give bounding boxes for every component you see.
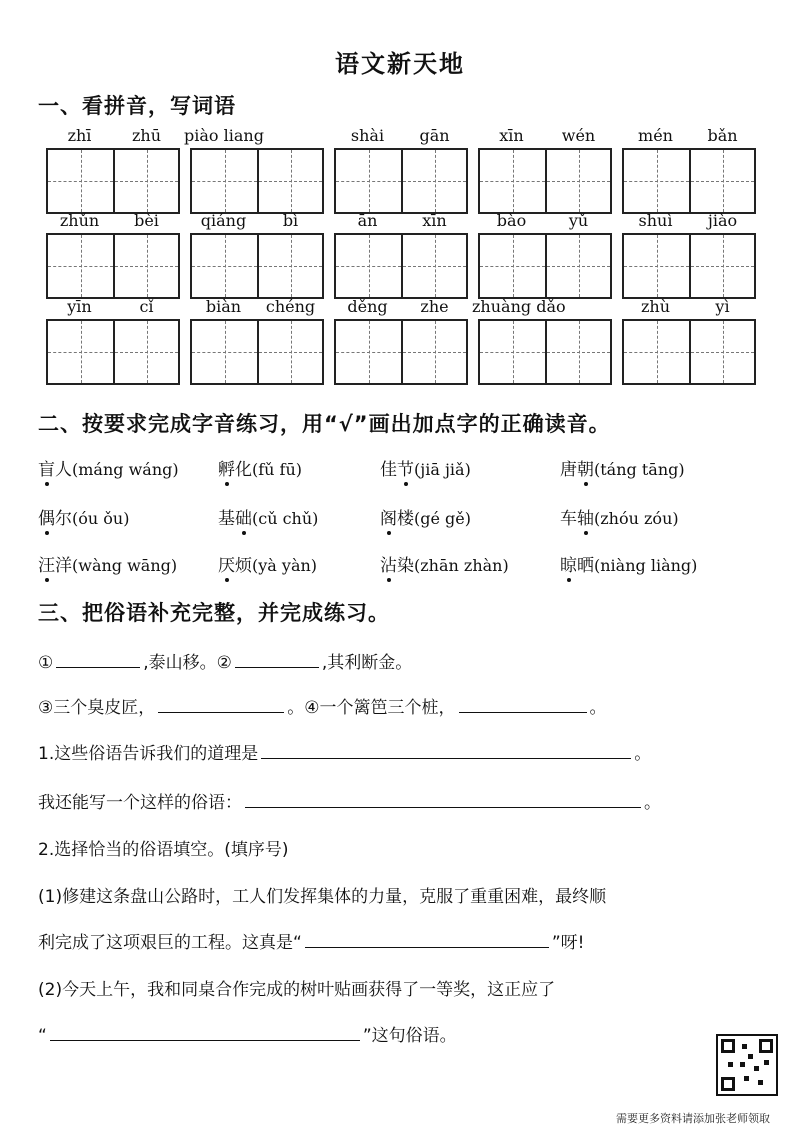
section3-heading: 三、把俗语补充完整，并完成练习。: [38, 601, 390, 625]
tianzige-boxes: [478, 233, 612, 299]
pinyin-options: (táng tāng): [594, 460, 685, 479]
pinyin-syllable: chéng: [265, 297, 316, 316]
pinyin-label: [478, 211, 612, 231]
tianzige-boxes: [478, 319, 612, 385]
section1-heading: 一、看拼音，写词语: [38, 94, 236, 118]
pinyin-syllable: zhù: [640, 297, 671, 316]
writing-box[interactable]: [113, 321, 178, 383]
pinyin-syllable: jiào: [707, 211, 738, 230]
reason-end: 。: [634, 744, 652, 764]
dotted-character: 孵: [218, 455, 235, 480]
pinyin-options: (niàng liàng): [594, 556, 698, 575]
writing-box[interactable]: [192, 235, 257, 297]
more-proverb-blank[interactable]: [245, 789, 641, 808]
tianzige-boxes: [334, 233, 468, 299]
tianzige-boxes: [46, 148, 180, 214]
word-part: 人: [55, 460, 72, 480]
pinyin-label: [622, 211, 756, 231]
pinyin-syllable: bèi: [134, 211, 159, 230]
choice-item[interactable]: [218, 455, 302, 480]
pinyin-text: zhuàng dǎo: [472, 297, 566, 316]
pinyin-syllable: zhū: [131, 126, 162, 145]
page-title: 语文新天地: [335, 50, 465, 78]
q3-end: 。: [287, 698, 305, 718]
tianzige-boxes: [46, 233, 180, 299]
q4-end: 。: [589, 698, 607, 718]
writing-box[interactable]: [401, 321, 466, 383]
writing-box[interactable]: [48, 150, 113, 212]
reason-text: 1.这些俗语告诉我们的道理是: [38, 744, 259, 764]
tianzige-boxes: [334, 319, 468, 385]
writing-box[interactable]: [257, 235, 322, 297]
pinyin-label: [190, 297, 324, 317]
writing-box[interactable]: [689, 321, 754, 383]
q2-1-line-a: (1)修建这条盘山公路时，工人们发挥集体的力量，克服了重重困难，最终顺: [38, 887, 607, 907]
pinyin-syllable: ān: [357, 211, 378, 230]
pinyin-label: [622, 126, 756, 146]
writing-box[interactable]: [689, 150, 754, 212]
pinyin-syllable: zhī: [67, 126, 92, 145]
dotted-character: 朝: [577, 455, 594, 480]
pinyin-syllable: yīn: [67, 297, 92, 316]
writing-box[interactable]: [113, 235, 178, 297]
pinyin-options: (fǔ fū): [252, 460, 303, 479]
writing-box[interactable]: [257, 321, 322, 383]
pinyin-label: [334, 297, 468, 317]
dotted-character: 阁: [380, 504, 397, 529]
dotted-character: 沾: [380, 551, 397, 576]
writing-box[interactable]: [336, 321, 401, 383]
proverb-line-1: [38, 648, 412, 673]
q2-1-line-b: [38, 928, 584, 953]
q2-1-end: ”呀!: [551, 933, 585, 953]
pinyin-syllable: cǐ: [139, 297, 154, 316]
choice-item[interactable]: [218, 551, 317, 576]
writing-box[interactable]: [624, 150, 689, 212]
q1a-blank[interactable]: [56, 649, 140, 668]
dotted-character: 础: [235, 504, 252, 529]
pinyin-syllable: shài: [350, 126, 385, 145]
pinyin-syllable: wén: [561, 126, 596, 145]
pinyin-label: [334, 126, 468, 146]
word-part: 楼: [397, 509, 414, 529]
q2-2-line-b: [38, 1021, 457, 1046]
writing-box[interactable]: [113, 150, 178, 212]
choice-item[interactable]: [560, 551, 697, 576]
pinyin-label: [190, 211, 324, 231]
tianzige-boxes: [190, 148, 324, 214]
q2-2-line-a: (2)今天上午，我和同桌合作完成的树叶贴画获得了一等奖，这正应了: [38, 980, 556, 1000]
pinyin-options: (gé gě): [414, 509, 471, 528]
pinyin-text: piào liang: [184, 126, 264, 145]
pinyin-syllable: zhe: [420, 297, 449, 316]
q1a-number: ①: [38, 653, 54, 673]
word-part: 车: [560, 509, 577, 529]
writing-box[interactable]: [480, 235, 545, 297]
dotted-character: 汪: [38, 551, 55, 576]
proverb-line-2: [38, 693, 607, 718]
pinyin-options: (zhóu zóu): [594, 509, 679, 528]
tianzige-boxes: [622, 233, 756, 299]
q4-blank[interactable]: [459, 694, 587, 713]
writing-box[interactable]: [192, 150, 257, 212]
q1b-blank[interactable]: [235, 649, 319, 668]
writing-box[interactable]: [624, 321, 689, 383]
word-part: 染: [397, 556, 414, 576]
tianzige-boxes: [190, 319, 324, 385]
choice-item[interactable]: [560, 455, 685, 480]
tianzige-boxes: [622, 148, 756, 214]
dotted-character: 轴: [577, 504, 594, 529]
writing-box[interactable]: [545, 235, 610, 297]
more-proverb-line: [38, 788, 661, 813]
q1b-text: ,其利断金。: [321, 653, 413, 673]
writing-box[interactable]: [480, 321, 545, 383]
word-part: 唐: [560, 460, 577, 480]
pinyin-syllable: mén: [638, 126, 673, 145]
dotted-character: 盲: [38, 455, 55, 480]
pinyin-options: (óu ǒu): [72, 509, 130, 528]
writing-box[interactable]: [545, 150, 610, 212]
pinyin-syllable: děng: [347, 297, 388, 316]
pinyin-label: [46, 126, 180, 146]
word-part: 化: [235, 460, 252, 480]
reason-line: [38, 739, 651, 764]
choice-item[interactable]: [380, 551, 509, 576]
pinyin-syllable: bǎn: [707, 126, 738, 145]
pinyin-syllable: biàn: [205, 297, 242, 316]
q2-2-open-quote: “: [38, 1026, 47, 1046]
dotted-character: 厌: [218, 551, 235, 576]
pinyin-options: (cǔ chǔ): [252, 509, 319, 528]
pinyin-label: [46, 211, 180, 231]
reason-blank[interactable]: [261, 740, 631, 759]
q2-1-text: 利完成了这项艰巨的工程。这真是“: [38, 933, 302, 953]
tianzige-boxes: [334, 148, 468, 214]
writing-box[interactable]: [48, 235, 113, 297]
pinyin-syllable: bào: [496, 211, 527, 230]
writing-box[interactable]: [624, 235, 689, 297]
footer-note: 需要更多资料请添加张老师领取: [616, 1112, 770, 1125]
pinyin-options: (máng wáng): [72, 460, 179, 479]
writing-box[interactable]: [480, 150, 545, 212]
q3-blank[interactable]: [158, 694, 284, 713]
choice-item[interactable]: [380, 455, 471, 480]
dotted-character: 晾: [560, 551, 577, 576]
pinyin-label: [46, 297, 180, 317]
choice-item[interactable]: [218, 504, 318, 529]
pinyin-syllable: yì: [715, 297, 730, 316]
more-proverb-text: 我还能写一个这样的俗语：: [38, 793, 242, 813]
dotted-character: 节: [397, 455, 414, 480]
pinyin-label: [472, 297, 612, 317]
pinyin-options: (jiā jiǎ): [414, 460, 471, 479]
pinyin-label: [478, 126, 612, 146]
choice-item[interactable]: [560, 504, 679, 529]
pinyin-options: (zhān zhàn): [414, 556, 509, 575]
q2-2-end: ”这句俗语。: [362, 1026, 457, 1046]
word-part: 尔: [55, 509, 72, 529]
writing-box[interactable]: [545, 321, 610, 383]
tianzige-boxes: [190, 233, 324, 299]
pinyin-syllable: gān: [419, 126, 450, 145]
tianzige-boxes: [478, 148, 612, 214]
word-part: 烦: [235, 556, 252, 576]
tianzige-boxes: [622, 319, 756, 385]
q1a-text: ,泰山移。: [143, 653, 217, 673]
q2-1-blank[interactable]: [305, 929, 549, 948]
word-part: 基: [218, 509, 235, 529]
writing-box[interactable]: [192, 321, 257, 383]
pinyin-syllable: qiáng: [200, 211, 247, 230]
pinyin-label: [184, 126, 324, 146]
more-proverb-end: 。: [644, 793, 661, 813]
q2-title: 2.选择恰当的俗语填空。(填序号): [38, 840, 289, 860]
writing-box[interactable]: [336, 235, 401, 297]
choice-item[interactable]: [38, 455, 179, 480]
pinyin-syllable: xīn: [499, 126, 524, 145]
pinyin-label: [334, 211, 468, 231]
writing-box[interactable]: [336, 150, 401, 212]
word-part: 佳: [380, 460, 397, 480]
choice-item[interactable]: [380, 504, 471, 529]
writing-box[interactable]: [257, 150, 322, 212]
pinyin-syllable: yǔ: [568, 211, 589, 230]
dotted-character: 偶: [38, 504, 55, 529]
writing-box[interactable]: [401, 150, 466, 212]
pinyin-syllable: xīn: [422, 211, 447, 230]
writing-box[interactable]: [401, 235, 466, 297]
pinyin-syllable: shuì: [638, 211, 673, 230]
pinyin-options: (wàng wāng): [72, 556, 178, 575]
pinyin-syllable: zhǔn: [59, 211, 100, 230]
q2-2-blank[interactable]: [50, 1022, 360, 1041]
word-part: 洋: [55, 556, 72, 576]
tianzige-boxes: [46, 319, 180, 385]
pinyin-label: [622, 297, 756, 317]
choice-item[interactable]: [38, 504, 129, 529]
pinyin-syllable: bì: [282, 211, 299, 230]
q3-text: ③三个臭皮匠，: [38, 698, 156, 718]
q4-text: ④一个篱笆三个桩，: [304, 698, 456, 718]
writing-box[interactable]: [689, 235, 754, 297]
section2-heading: 二、按要求完成字音练习，用“√”画出加点字的正确读音。: [38, 412, 611, 436]
qr-code-icon: [716, 1034, 778, 1096]
choice-item[interactable]: [38, 551, 177, 576]
writing-box[interactable]: [48, 321, 113, 383]
word-part: 晒: [577, 556, 594, 576]
pinyin-options: (yà yàn): [252, 556, 318, 575]
q1b-number: ②: [216, 653, 232, 673]
